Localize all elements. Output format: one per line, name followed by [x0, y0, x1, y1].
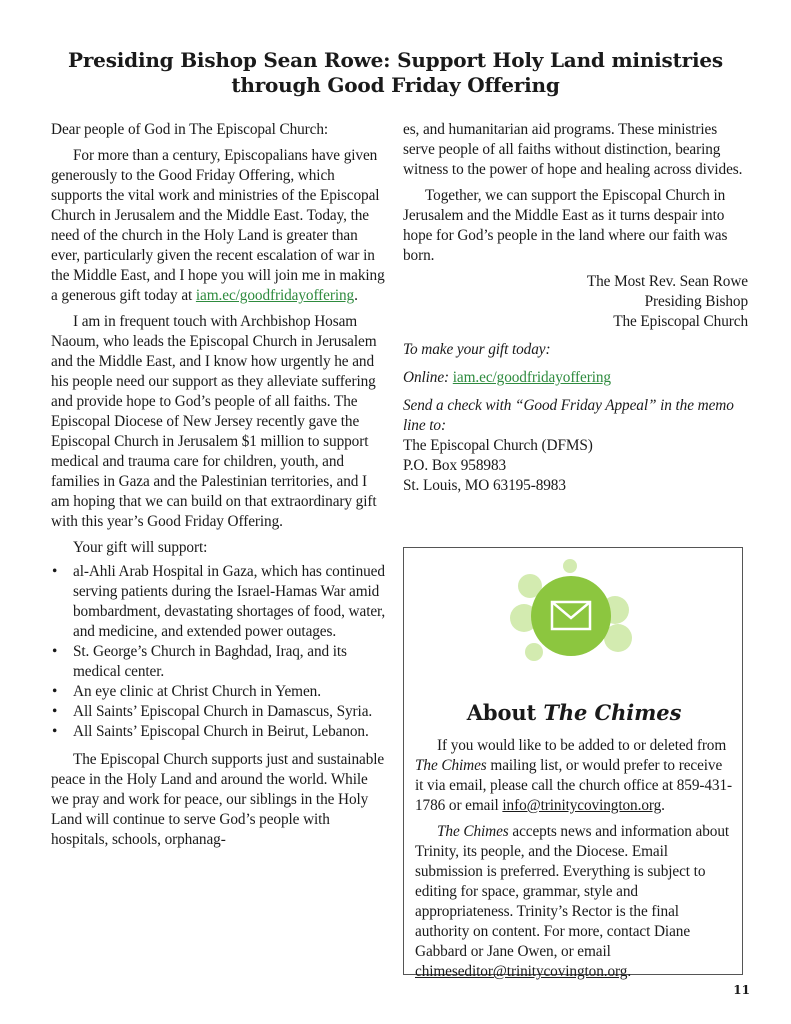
- online-giving-link[interactable]: iam.ec/goodfridayoffering: [452, 369, 611, 386]
- signature-block: [403, 272, 748, 332]
- bullet-icon: •: [52, 563, 58, 580]
- editor-email-link[interactable]: chimeseditor@trinitycovington.org: [415, 963, 628, 980]
- list-item: • All Saints’ Episcopal Church in Beirut, Lebanon.: [52, 723, 369, 740]
- address-line: St. Louis, MO 63195-8983: [403, 477, 566, 494]
- list-item: • St. George’s Church in Baghdad, Iraq, and its medical center.: [52, 643, 347, 680]
- support-list: [51, 562, 386, 742]
- letter-paragraph-3: Your gift will support:: [73, 539, 208, 556]
- letter-left-column: [51, 120, 386, 850]
- chimes-paragraph-2: The Chimes accepts news and information about Trinity, its people, and the Diocese. Email submission is preferred. Everything is subject to editing for space, grammar, style and appropriateness. Trinity’s Rector is the final authority on content. For more, contact Diane Gabbard or Jane Owen, or email chimeseditor@trinitycovington.org.: [415, 823, 730, 980]
- list-item: • All Saints’ Episcopal Church in Damascus, Syria.: [52, 703, 373, 720]
- list-item: • An eye clinic at Christ Church in Yemen.: [52, 683, 321, 700]
- about-chimes-box: [403, 547, 743, 980]
- bullet-icon: •: [52, 643, 58, 660]
- address-line: P.O. Box 958983: [403, 457, 507, 474]
- signature-name: The Most Rev. Sean Rowe: [586, 273, 748, 290]
- chimes-box-title: About The Chimes: [466, 700, 682, 725]
- address-line: The Episcopal Church (DFMS): [403, 437, 593, 454]
- online-label: Online:: [403, 369, 450, 386]
- giving-heading: To make your gift today:: [403, 341, 551, 358]
- goodfriday-link[interactable]: iam.ec/goodfridayoffering: [195, 287, 355, 304]
- list-item: • al-Ahli Arab Hospital in Gaza, which has continued serving patients during the Israel-Hamas War amid bombardment, devastating shortages of food, water, and medicine, and extended power outages.: [52, 563, 386, 640]
- bullet-icon: •: [52, 723, 58, 740]
- letter-paragraph-2: I am in frequent touch with Archbishop Hosam Naoum, who leads the Episcopal Church in Jerusalem and the Middle East, and I know how urgently he and his people need our support as they alleviate suffering and provide hope to God’s people of all faiths. The Episcopal Diocese of New Jersey recently gave the Episcopal Church in Jerusalem $1 million to support medical and trauma care for children, youth, and families in Gaza and the Palestinian territories, and I am hoping that we can build on that extraordinary gift with this year’s Good Friday Offering.: [51, 313, 377, 530]
- letter-paragraph-4: The Episcopal Church supports just and sustainable peace in the Holy Land and around the world. While we pray and work for peace, our siblings in the Holy Land will continue to serve God’s people with hospitals, schools, orphanag-: [51, 751, 385, 848]
- letter-paragraph-4-continued: es, and humanitarian aid programs. These ministries serve people of all faiths without distinction, bearing witness to the power of hope and healing across divides.: [403, 121, 743, 178]
- page-number: 11: [733, 983, 750, 997]
- bullet-icon: •: [52, 703, 58, 720]
- online-giving: [403, 368, 748, 388]
- info-email-link[interactable]: info@trinitycovington.org: [502, 797, 662, 814]
- letter-paragraph-5: Together, we can support the Episcopal Church in Jerusalem and the Middle East as it turns despair into hope for God’s people in the land where our faith was born.: [403, 187, 728, 264]
- chimes-paragraph-1: If you would like to be added to or deleted from The Chimes mailing list, or would prefer to receive it via email, please call the church office at 859-431-1786 or email info@trinitycovington.org.: [415, 737, 733, 814]
- signature-org: The Episcopal Church: [613, 313, 748, 330]
- check-heading: Send a check with “Good Friday Appeal” in the memo line to:: [403, 397, 734, 434]
- letter-paragraph-1: For more than a century, Episcopalians have given generously to the Good Friday Offering, which supports the vital work and ministries of the Episcopal Church in Jerusalem and the Middle East. Today, the need of the church in the Holy Land is greater than ever, particularly given the recent escalation of war in the Middle East, and I hope you will join me in making a generous gift today at iam.ec/goodfridayoffering.: [51, 147, 385, 304]
- page-title: Presiding Bishop Sean Rowe: Support Holy Land ministries through Good Friday Offering: [68, 48, 723, 97]
- envelope-icon: [508, 558, 638, 693]
- bullet-icon: •: [52, 683, 58, 700]
- salutation: Dear people of God in The Episcopal Church:: [51, 121, 329, 138]
- letter-right-column: [403, 120, 748, 496]
- signature-title: Presiding Bishop: [644, 293, 748, 310]
